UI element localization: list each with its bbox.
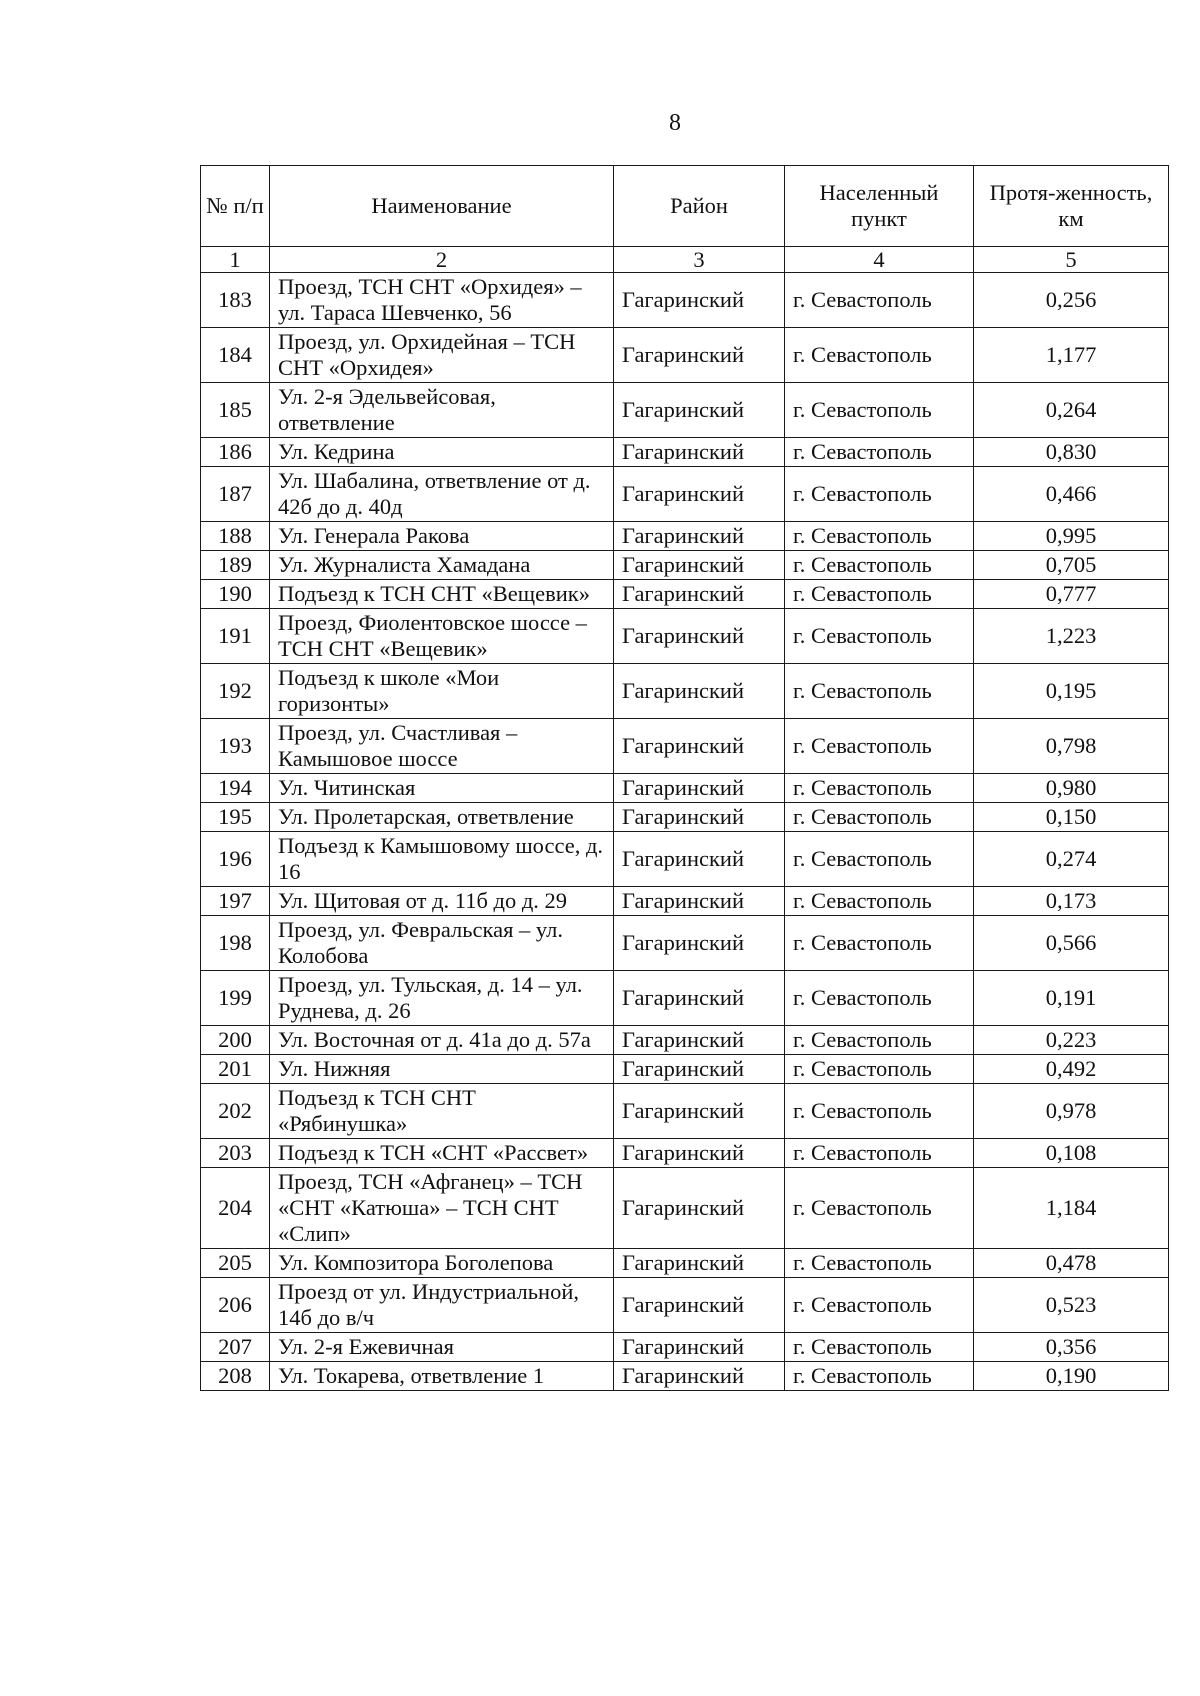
row-number: 193 (201, 719, 270, 774)
district-cell: Гагаринский (614, 664, 785, 719)
column-number: 4 (785, 247, 974, 273)
district-cell: Гагаринский (614, 580, 785, 609)
road-name: Подъезд к ТСН СНТ «Вещевик» (270, 580, 614, 609)
table-row (201, 1139, 1169, 1168)
settlement-cell: г. Севастополь (785, 832, 974, 887)
settlement-cell: г. Севастополь (785, 273, 974, 328)
table-row (201, 1084, 1169, 1139)
length-cell: 0,995 (974, 522, 1169, 551)
table-body (201, 273, 1169, 1391)
settlement-cell: г. Севастополь (785, 1278, 974, 1333)
length-cell: 0,274 (974, 832, 1169, 887)
table-row (201, 522, 1169, 551)
table-row (201, 273, 1169, 328)
district-cell: Гагаринский (614, 1168, 785, 1249)
road-name: Ул. Журналиста Хамадана (270, 551, 614, 580)
district-cell: Гагаринский (614, 1055, 785, 1084)
length-cell: 0,356 (974, 1333, 1169, 1362)
row-number: 206 (201, 1278, 270, 1333)
table-row (201, 664, 1169, 719)
header-district: Район (614, 166, 785, 247)
length-cell: 1,223 (974, 609, 1169, 664)
district-cell: Гагаринский (614, 467, 785, 522)
settlement-cell: г. Севастополь (785, 1084, 974, 1139)
settlement-cell: г. Севастополь (785, 916, 974, 971)
row-number: 204 (201, 1168, 270, 1249)
row-number: 196 (201, 832, 270, 887)
row-number: 195 (201, 803, 270, 832)
road-name: Проезд, ул. Орхидейная – ТСН СНТ «Орхидея» (270, 328, 614, 383)
settlement-cell: г. Севастополь (785, 719, 974, 774)
row-number: 184 (201, 328, 270, 383)
length-cell: 0,150 (974, 803, 1169, 832)
settlement-cell: г. Севастополь (785, 1249, 974, 1278)
row-number: 205 (201, 1249, 270, 1278)
district-cell: Гагаринский (614, 1084, 785, 1139)
table-row (201, 803, 1169, 832)
length-cell: 0,978 (974, 1084, 1169, 1139)
road-name: Подъезд к школе «Мои горизонты» (270, 664, 614, 719)
length-cell: 0,980 (974, 774, 1169, 803)
district-cell: Гагаринский (614, 803, 785, 832)
row-number: 199 (201, 971, 270, 1026)
district-cell: Гагаринский (614, 887, 785, 916)
table-row (201, 1026, 1169, 1055)
settlement-cell: г. Севастополь (785, 664, 974, 719)
length-cell: 0,191 (974, 971, 1169, 1026)
length-cell: 0,705 (974, 551, 1169, 580)
header-name: Наименование (270, 166, 614, 247)
road-name: Ул. Кедрина (270, 438, 614, 467)
district-cell: Гагаринский (614, 551, 785, 580)
table-row (201, 551, 1169, 580)
settlement-cell: г. Севастополь (785, 803, 974, 832)
district-cell: Гагаринский (614, 774, 785, 803)
settlement-cell: г. Севастополь (785, 1333, 974, 1362)
settlement-cell: г. Севастополь (785, 887, 974, 916)
table-header-row (201, 166, 1169, 247)
road-name: Ул. 2-я Ежевичная (270, 1333, 614, 1362)
settlement-cell: г. Севастополь (785, 522, 974, 551)
road-name: Ул. 2-я Эдельвейсовая, ответвление (270, 383, 614, 438)
roads-table (200, 165, 1169, 1391)
length-cell: 0,798 (974, 719, 1169, 774)
length-cell: 0,478 (974, 1249, 1169, 1278)
road-name: Подъезд к Камышовому шоссе, д. 16 (270, 832, 614, 887)
row-number: 192 (201, 664, 270, 719)
length-cell: 0,830 (974, 438, 1169, 467)
settlement-cell: г. Севастополь (785, 774, 974, 803)
table-row (201, 328, 1169, 383)
row-number: 203 (201, 1139, 270, 1168)
row-number: 202 (201, 1084, 270, 1139)
district-cell: Гагаринский (614, 1026, 785, 1055)
length-cell: 0,173 (974, 887, 1169, 916)
length-cell: 0,264 (974, 383, 1169, 438)
row-number: 189 (201, 551, 270, 580)
road-name: Ул. Токарева, ответвление 1 (270, 1362, 614, 1391)
table-row (201, 438, 1169, 467)
road-name: Проезд, ул. Тульская, д. 14 – ул. Руднева, д. 26 (270, 971, 614, 1026)
length-cell: 0,190 (974, 1362, 1169, 1391)
table-row (201, 971, 1169, 1026)
length-cell: 0,566 (974, 916, 1169, 971)
settlement-cell: г. Севастополь (785, 609, 974, 664)
district-cell: Гагаринский (614, 832, 785, 887)
row-number: 183 (201, 273, 270, 328)
length-cell: 0,195 (974, 664, 1169, 719)
length-cell: 0,466 (974, 467, 1169, 522)
length-cell: 0,492 (974, 1055, 1169, 1084)
row-number: 197 (201, 887, 270, 916)
table-row (201, 916, 1169, 971)
district-cell: Гагаринский (614, 383, 785, 438)
district-cell: Гагаринский (614, 1249, 785, 1278)
road-name: Ул. Читинская (270, 774, 614, 803)
row-number: 208 (201, 1362, 270, 1391)
row-number: 201 (201, 1055, 270, 1084)
road-name: Ул. Шабалина, ответвление от д. 42б до д. 40д (270, 467, 614, 522)
column-number: 5 (974, 247, 1169, 273)
district-cell: Гагаринский (614, 1278, 785, 1333)
district-cell: Гагаринский (614, 719, 785, 774)
table-row (201, 609, 1169, 664)
settlement-cell: г. Севастополь (785, 383, 974, 438)
row-number: 185 (201, 383, 270, 438)
road-name: Ул. Восточная от д. 41а до д. 57а (270, 1026, 614, 1055)
length-cell: 0,777 (974, 580, 1169, 609)
length-cell: 0,223 (974, 1026, 1169, 1055)
table-row (201, 580, 1169, 609)
settlement-cell: г. Севастополь (785, 438, 974, 467)
road-name: Проезд от ул. Индустриальной, 14б до в/ч (270, 1278, 614, 1333)
road-name: Подъезд к ТСН СНТ «Рябинушка» (270, 1084, 614, 1139)
table-row (201, 774, 1169, 803)
district-cell: Гагаринский (614, 1139, 785, 1168)
row-number: 191 (201, 609, 270, 664)
column-number: 2 (270, 247, 614, 273)
road-name: Проезд, ул. Счастливая – Камышовое шоссе (270, 719, 614, 774)
road-name: Ул. Пролетарская, ответвление (270, 803, 614, 832)
district-cell: Гагаринский (614, 1333, 785, 1362)
length-cell: 0,108 (974, 1139, 1169, 1168)
settlement-cell: г. Севастополь (785, 1168, 974, 1249)
district-cell: Гагаринский (614, 522, 785, 551)
page-number: 8 (669, 110, 681, 136)
road-name: Проезд, ул. Февральская – ул. Колобова (270, 916, 614, 971)
length-cell: 1,184 (974, 1168, 1169, 1249)
road-name: Проезд, ТСН СНТ «Орхидея» – ул. Тараса Шевченко, 56 (270, 273, 614, 328)
table-row (201, 832, 1169, 887)
column-number: 1 (201, 247, 270, 273)
column-numbers-row (201, 247, 1169, 273)
header-settlement: Населенный пункт (785, 166, 974, 247)
row-number: 186 (201, 438, 270, 467)
row-number: 188 (201, 522, 270, 551)
settlement-cell: г. Севастополь (785, 1026, 974, 1055)
table-row (201, 1055, 1169, 1084)
table-row (201, 1333, 1169, 1362)
settlement-cell: г. Севастополь (785, 467, 974, 522)
row-number: 207 (201, 1333, 270, 1362)
district-cell: Гагаринский (614, 916, 785, 971)
row-number: 198 (201, 916, 270, 971)
header-num: № п/п (201, 166, 270, 247)
table-row (201, 1362, 1169, 1391)
district-cell: Гагаринский (614, 1362, 785, 1391)
table-row (201, 1249, 1169, 1278)
table-row (201, 467, 1169, 522)
road-name: Ул. Композитора Боголепова (270, 1249, 614, 1278)
length-cell: 0,256 (974, 273, 1169, 328)
road-name: Ул. Генерала Ракова (270, 522, 614, 551)
settlement-cell: г. Севастополь (785, 1055, 974, 1084)
row-number: 187 (201, 467, 270, 522)
road-name: Проезд, ТСН «Афганец» – ТСН «СНТ «Катюша» – ТСН СНТ «Слип» (270, 1168, 614, 1249)
settlement-cell: г. Севастополь (785, 328, 974, 383)
row-number: 200 (201, 1026, 270, 1055)
length-cell: 0,523 (974, 1278, 1169, 1333)
settlement-cell: г. Севастополь (785, 1139, 974, 1168)
district-cell: Гагаринский (614, 438, 785, 467)
district-cell: Гагаринский (614, 273, 785, 328)
settlement-cell: г. Севастополь (785, 580, 974, 609)
table-row (201, 383, 1169, 438)
settlement-cell: г. Севастополь (785, 551, 974, 580)
length-cell: 1,177 (974, 328, 1169, 383)
district-cell: Гагаринский (614, 971, 785, 1026)
district-cell: Гагаринский (614, 609, 785, 664)
table-row (201, 719, 1169, 774)
road-name: Проезд, Фиолентовское шоссе – ТСН СНТ «Вещевик» (270, 609, 614, 664)
table-row (201, 1278, 1169, 1333)
settlement-cell: г. Севастополь (785, 971, 974, 1026)
road-name: Ул. Щитовая от д. 11б до д. 29 (270, 887, 614, 916)
row-number: 190 (201, 580, 270, 609)
settlement-cell: г. Севастополь (785, 1362, 974, 1391)
header-length: Протя-женность, км (974, 166, 1169, 247)
row-number: 194 (201, 774, 270, 803)
road-name: Подъезд к ТСН «СНТ «Рассвет» (270, 1139, 614, 1168)
table-row (201, 887, 1169, 916)
table-row (201, 1168, 1169, 1249)
district-cell: Гагаринский (614, 328, 785, 383)
column-number: 3 (614, 247, 785, 273)
road-name: Ул. Нижняя (270, 1055, 614, 1084)
